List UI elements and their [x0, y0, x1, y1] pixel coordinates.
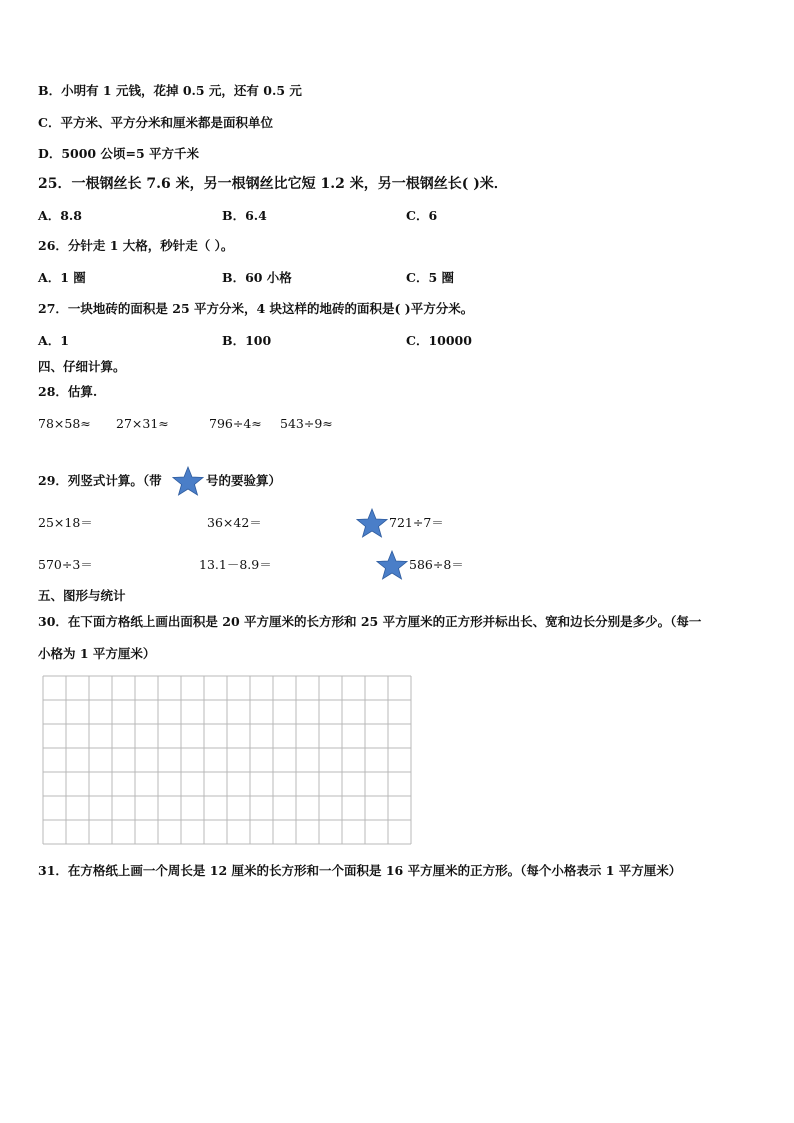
q27-option-a: A．1	[38, 333, 69, 348]
q25-stem: 25．一根钢丝长 7.6 米，另一根钢丝比它短 1.2 米，另一根钢丝长( )米．	[38, 176, 508, 192]
q26-option-a: A．1 圈	[38, 270, 86, 285]
q29-stem-after: 号的要验算）	[206, 473, 282, 488]
q29-item-4: 570÷3＝	[38, 557, 93, 572]
q29-item-5: 13.1－8.9＝	[199, 557, 272, 572]
q28-stem: 28．估算.	[38, 384, 98, 399]
q29-item-1: 25×18＝	[38, 515, 93, 530]
section-5-heading: 五、图形与统计	[38, 588, 126, 603]
q31-stem: 31．在方格纸上画一个周长是 12 厘米的长方形和一个面积是 16 平方厘米的正方形。（每个小格表示 1 平方厘米）	[38, 863, 682, 878]
star-icon	[376, 550, 408, 580]
q26-stem: 26．分针走 1 大格，秒针走（ ）。	[38, 238, 234, 253]
star-icon	[356, 508, 388, 538]
q26-option-c: C．5 圈	[406, 270, 454, 285]
q28-item-3: 796÷4≈	[209, 416, 262, 431]
q28-item-2: 27×31≈	[116, 416, 169, 431]
q25-option-b: B．6.4	[222, 208, 267, 223]
q24-option-d: D．5000 公顷=5 平方千米	[38, 146, 200, 161]
q27-option-c: C．10000	[406, 333, 472, 348]
q24-option-b: B．小明有 1 元钱，花掉 0.5 元，还有 0.5 元	[38, 83, 302, 98]
star-icon	[172, 466, 204, 496]
q29-item-3: 721÷7＝	[389, 515, 444, 530]
q29-item-6: 586÷8＝	[409, 557, 464, 572]
q29-stem-before: 29．列竖式计算。（带	[38, 473, 162, 488]
q30-stem-line2: 小格为 1 平方厘米）	[38, 646, 156, 661]
q24-option-c: C．平方米、平方分米和厘米都是面积单位	[38, 115, 273, 130]
q28-item-4: 543÷9≈	[280, 416, 333, 431]
grid-paper[interactable]	[42, 675, 412, 845]
q28-item-1: 78×58≈	[38, 416, 91, 431]
q30-stem-line1: 30．在下面方格纸上画出面积是 20 平方厘米的长方形和 25 平方厘米的正方形并标出长、宽和边长分别是多少。（每一	[38, 614, 702, 629]
q27-stem: 27．一块地砖的面积是 25 平方分米，4 块这样的地砖的面积是( )平方分米。	[38, 301, 474, 316]
q29-item-2: 36×42＝	[207, 515, 262, 530]
q25-option-c: C．6	[406, 208, 438, 223]
q25-option-a: A．8.8	[38, 208, 82, 223]
q26-option-b: B．60 小格	[222, 270, 292, 285]
q27-option-b: B．100	[222, 333, 272, 348]
section-4-heading: 四、仔细计算。	[38, 359, 126, 374]
